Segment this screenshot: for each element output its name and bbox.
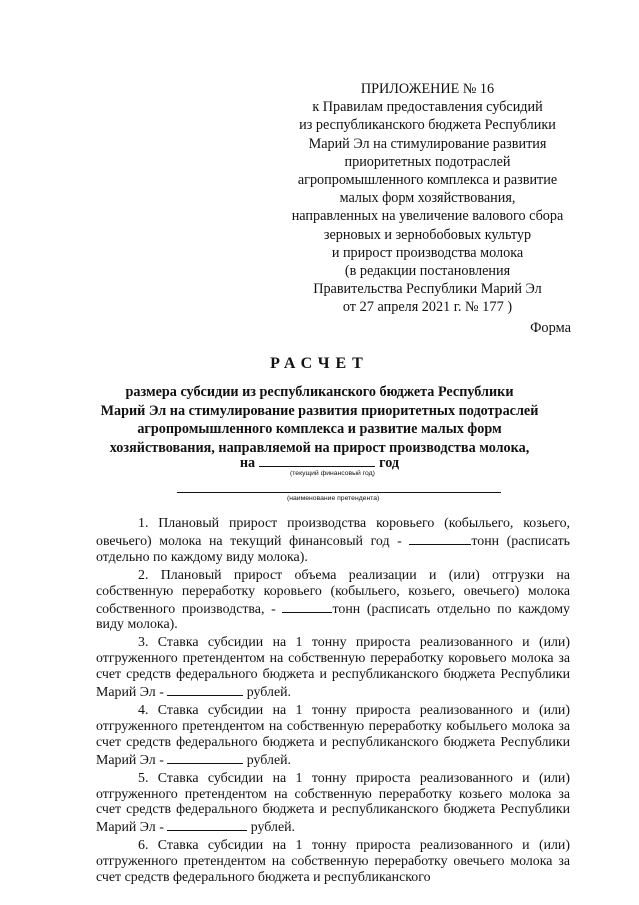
appendix-line: (в редакции постановления (344, 263, 511, 280)
document-subtitle (60, 383, 579, 457)
date-suffix: ) (507, 299, 513, 316)
appendix-line: Правительства Республики Марий Эл (313, 281, 542, 298)
appendix-line: малых форм хозяйствования, (339, 190, 516, 207)
date-prefix: от (342, 299, 356, 316)
appendix-line: Марий Эл на стимулирование развития (308, 135, 547, 152)
item-4: 4. Ставка субсидии на 1 тонну прироста реализованного и (или) отгруженного претендентом на собственную переработку кобыльего молока за счет средств федерального бюджета и республиканского бюджета Республики Марий Эл - рублей. (96, 702, 570, 768)
appendix-line: приоритетных подотраслей (344, 153, 511, 170)
item-6: 6. Ставка субсидии на 1 тонну прироста реализованного и (или) отгруженного претендентом на собственную переработку овечьего молока за счет средств федерального бюджета и республиканского (96, 838, 570, 886)
year-suffix: год (379, 455, 400, 471)
year-blank (259, 453, 375, 467)
appendix-line: и прирост производства молока (331, 244, 524, 261)
item-2: 2. Плановый прирост объема реализации и (или) отгрузки на собственную переработку коровьего (кобыльего, козьего, овечьего) молока собственного производства, - тонн (расписать отдельно по каждому виду молока). (96, 567, 571, 633)
applicant-name-line (177, 492, 501, 493)
form-label: Форма (530, 320, 571, 336)
appendix-line: зерновых и зернобобовых культур (323, 226, 532, 243)
subtitle-line: хозяйствования, направляемой на прирост производства молока, (109, 439, 530, 456)
blank-field (282, 600, 332, 613)
appendix-line: агропромышленного комплекса и развитие (297, 172, 558, 189)
subtitle-line: Марий Эл на стимулирование развития приоритетных подотраслей (100, 402, 539, 419)
year-prefix: на (239, 455, 256, 471)
date-day: 27 (359, 299, 374, 316)
appendix-header (250, 80, 605, 317)
resolution-number: 177 (482, 299, 504, 316)
applicant-caption: (наименование претендента) (287, 495, 380, 502)
item-1: 1. Плановый прирост производства коровьего (кобыльего, козьего, овечьего) молока на текущий финансовый год - тонн (расписать отдельно по каждому виду молока). (96, 516, 570, 565)
appendix-date-line (250, 298, 605, 316)
blank-field (409, 532, 471, 545)
appendix-line: к Правилам предоставления субсидий (312, 99, 543, 116)
subtitle-line: агропромышленного комплекса и развитие малых форм (137, 421, 502, 437)
item-3: 3. Ставка субсидии на 1 тонну прироста реализованного и (или) отгруженного претендентом на собственную переработку коровьего молока за счет средств федерального бюджета и республиканского бюджета Республики Марий Эл - рублей. (96, 635, 570, 701)
blank-field (167, 751, 243, 764)
year-caption: (текущий финансовый год) (290, 470, 375, 477)
blank-field (167, 683, 243, 696)
document-title: РАСЧЕТ (270, 355, 369, 372)
appendix-line: из республиканского бюджета Республики (299, 117, 556, 134)
subtitle-line: размера субсидии из республиканского бюджета Республики (125, 384, 514, 400)
document-body (96, 516, 570, 888)
date-month-year: апреля 2021 г. № (377, 299, 479, 316)
appendix-line: направленных на увеличение валового сбора (291, 208, 564, 225)
appendix-line: ПРИЛОЖЕНИЕ № 16 (360, 81, 495, 97)
blank-field (167, 818, 247, 831)
item-5: 5. Ставка субсидии на 1 тонну прироста реализованного и (или) отгруженного претендентом на собственную переработку козьего молока за счет средств федерального бюджета и республиканского бюджета Республики Марий Эл - рублей. (96, 770, 570, 836)
